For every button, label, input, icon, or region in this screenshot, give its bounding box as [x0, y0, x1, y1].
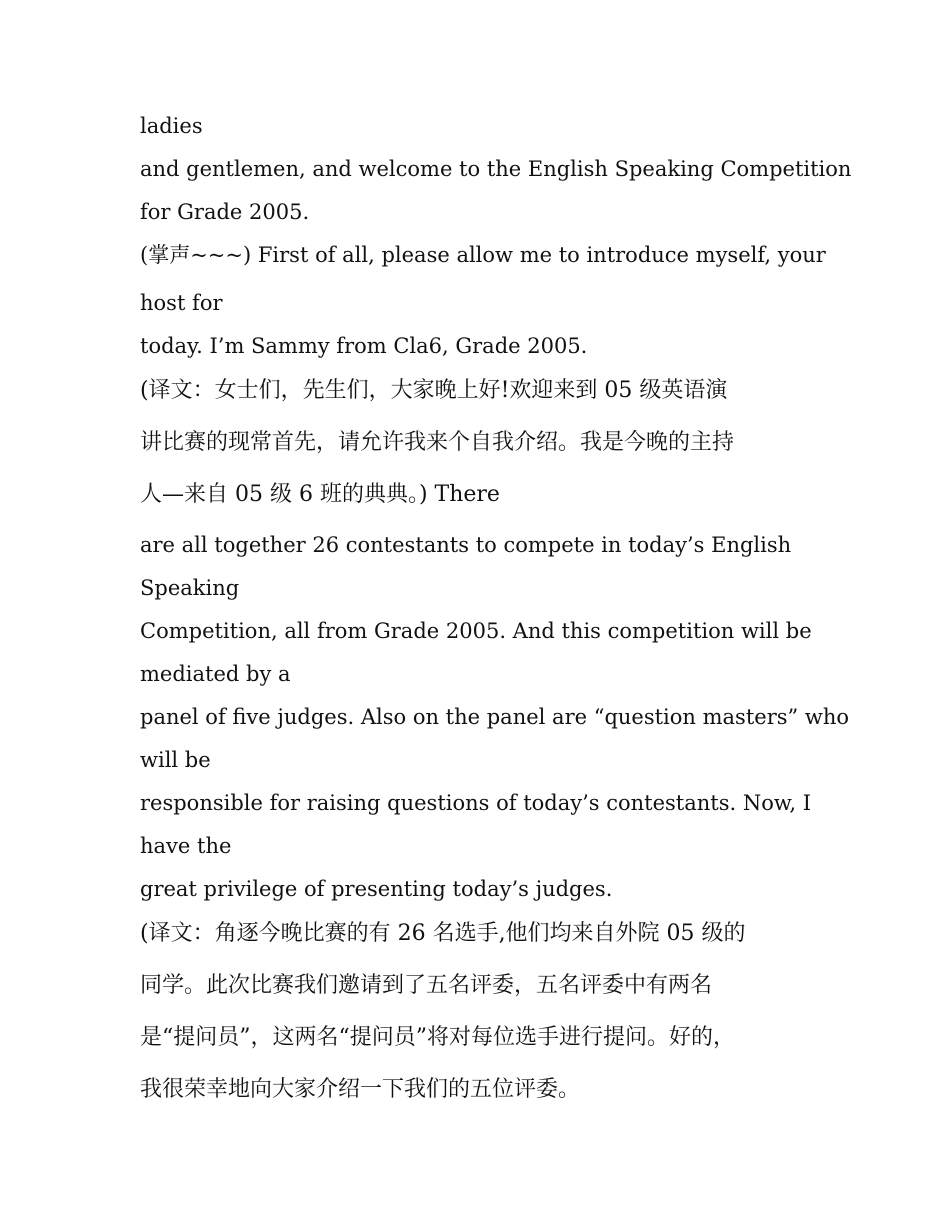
text-line: host for [140, 291, 223, 315]
document-page [140, 108, 852, 1122]
text-line: and gentlemen, and welcome to the English Speaking Competition [140, 157, 852, 181]
translation-line: 人—来自 05 级 6 班的典典。) There [140, 482, 500, 507]
text-line: ladies [140, 114, 203, 138]
text-line: great privilege of presenting today’s judges. [140, 877, 613, 901]
text-line: mediated by a [140, 662, 291, 686]
text-line: are all together 26 contestants to compete in today’s English [140, 533, 792, 557]
translation-line: (译文：角逐今晚比赛的有 26 名选手,他们均来自外院 05 级的 [140, 921, 746, 946]
text-line: for Grade 2005. [140, 200, 310, 224]
text-line: (掌声~~~) First of all, please allow me to introduce myself, your [140, 243, 826, 267]
text-line: responsible for raising questions of today’s contestants. Now, I [140, 791, 811, 815]
translation-line: 是“提问员”，这两名“提问员”将对每位选手进行提问。好的， [140, 1025, 735, 1050]
text-line: have the [140, 834, 232, 858]
translation-line: 讲比赛的现常首先，请允许我来个自我介绍。我是今晚的主持 [140, 430, 735, 455]
translation-line: 同学。此次比赛我们邀请到了五名评委，五名评委中有两名 [140, 973, 713, 998]
text-line: Competition, all from Grade 2005. And this competition will be [140, 619, 812, 643]
translation-line: (译文：女士们，先生们，大家晚上好!欢迎来到 05 级英语演 [140, 378, 728, 403]
text-line: panel of five judges. Also on the panel are “question masters” who [140, 705, 850, 729]
translation-line: 我很荣幸地向大家介绍一下我们的五位评委。 [140, 1077, 581, 1102]
text-line: Speaking [140, 576, 240, 600]
text-line: today. I’m Sammy from Cla6, Grade 2005. [140, 334, 588, 358]
text-line: will be [140, 748, 211, 772]
